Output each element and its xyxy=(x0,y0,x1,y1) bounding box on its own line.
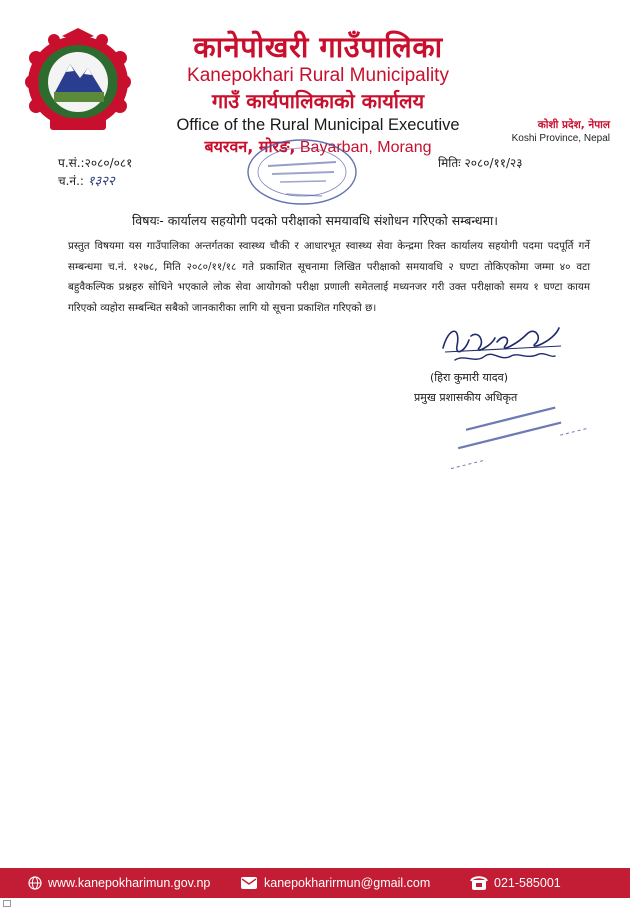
municipality-title-english: Kanepokhari Rural Municipality xyxy=(187,65,449,86)
office-stamp xyxy=(242,136,362,208)
patra-sankhya-value: २०८०/०८१ xyxy=(84,156,133,170)
scanner-logo-icon xyxy=(3,900,11,907)
chalani-number-value: १३२२ xyxy=(87,174,115,189)
municipality-title-nepali: कानेपोखरी गाउँपालिका xyxy=(193,30,443,64)
signatory-name: (हिरा कुमारी यादव) xyxy=(430,371,509,384)
footer-website[interactable] xyxy=(28,874,210,892)
date-value: २०८०/११/२३ xyxy=(464,156,523,170)
address-english: Bayarban, Morang xyxy=(295,139,432,156)
chalani-number-label: च.नं.: xyxy=(58,174,84,188)
date-label: मितिः xyxy=(438,156,461,170)
subject-line: विषयः- कार्यालय सहयोगी पदको परीक्षाको समयावधि संशोधन गरिएको सम्बन्धमा। xyxy=(132,213,498,228)
email-text[interactable]: kanepokharirmun@gmail.com xyxy=(264,876,431,890)
patra-sankhya-label: प.सं.: xyxy=(58,156,85,170)
email-icon xyxy=(240,876,258,890)
patra-sankhya-row xyxy=(58,154,132,172)
footer-bar xyxy=(0,868,630,898)
province-block xyxy=(512,118,610,146)
designation-stamp xyxy=(440,394,590,470)
globe-icon xyxy=(28,876,42,890)
office-title-english: Office of the Rural Municipal Executive xyxy=(176,116,460,134)
province-english: Koshi Province, Nepal xyxy=(511,133,610,144)
address-nepali: बयरवन, मोरङ, xyxy=(204,137,296,156)
letter-date xyxy=(438,154,523,171)
province-nepali: कोशी प्रदेश, नेपाल xyxy=(537,119,610,131)
footer-phone[interactable] xyxy=(470,874,561,892)
footer-email[interactable] xyxy=(240,874,430,892)
signatory-title: प्रमुख प्रशासकीय अधिकृत xyxy=(414,391,518,404)
municipality-logo xyxy=(22,28,134,136)
website-text[interactable]: www.kanepokharimun.gov.np xyxy=(48,876,211,890)
office-title-nepali: गाउँ कार्यपालिकाको कार्यालय xyxy=(211,89,425,113)
scanner-watermark xyxy=(3,900,11,907)
chalani-number-row xyxy=(58,172,132,191)
phone-text[interactable]: 021-585001 xyxy=(494,876,561,890)
handwritten-signature xyxy=(435,316,565,368)
reference-numbers xyxy=(58,154,132,191)
notice-body: प्रस्तुत विषयमा यस गाउँपालिका अन्तर्गतका स्वास्थ्य चौकी र आधारभूत स्वास्थ्य सेवा केन्द्रमा रिक्त कार्यालय सहयोगी पदमा पदपूर्ति गर्ने सम्बन्धमा च.नं. १२७८, मिति २०८०/११/१८ गते प्रकाशित सूचनामा लिखित परीक्षाको समयावधि २ घण्टा तोकिएकोमा जम्मा ४० वटा बहुवैकल्पिक प्रश्नहरु सोधिने भएकाले लोक सेवा आयोगको परीक्षा प्रणाली समेतलाई मध्यनजर गरी उक्त परीक्षाको समय १ घण्टा कायम गरिएको व्यहोरा सम्बन्धित सबैको जानकारीका लागि यो सूचना प्रकाशित गरिएको छ। xyxy=(68,240,590,314)
phone-icon xyxy=(470,875,488,891)
